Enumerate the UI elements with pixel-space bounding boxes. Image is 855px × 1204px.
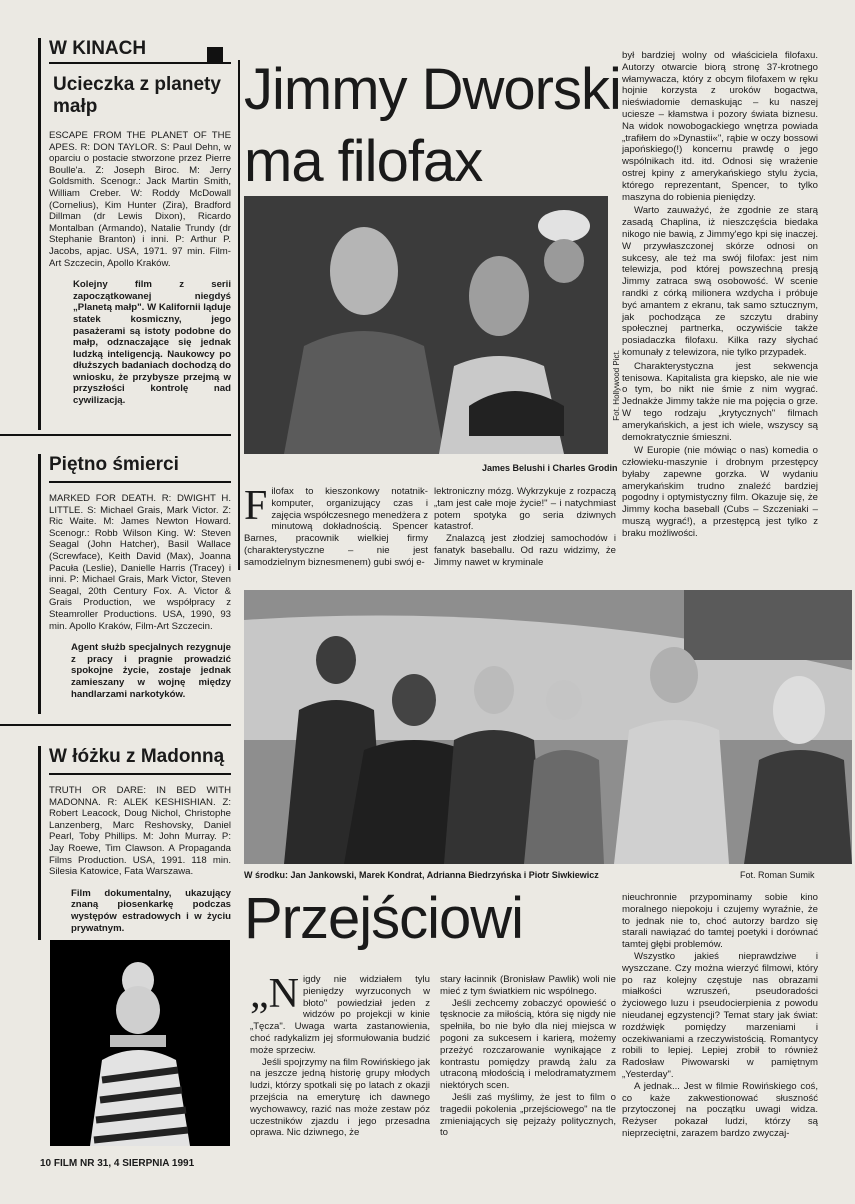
article2-photo-caption: W środku: Jan Jankowski, Marek Kondrat, Adrianna Biedrzyńska i Piotr Siwkiewicz <box>244 870 599 880</box>
film2-title: Piętno śmierci <box>49 454 231 483</box>
article1-photo-caption: James Belushi i Charles Grodin <box>482 463 618 473</box>
film2-blurb: Agent służb specjalnych rezygnuje z pracy i pragnie prowadzić spokojne życie, zostaje jednak zamieszany w wojnę między handlarzami narkotyków. <box>71 642 231 700</box>
article2-col1 <box>250 971 430 1139</box>
film1-blurb: Kolejny film z serii zapoczątkowanej niegdyś „Planetą małp". W Kalifornii ląduje statek kosmiczny, jego pasażerami są istoty podobne do małp, odznaczające się jednak ludzką inteligencją. Naukowcy po dłuższych badaniach dochodzą do wniosku, że przybysze przejmą w przyszłości kontrolę nad cywilizacją. <box>73 279 231 407</box>
article1-title-line2: ma filofax <box>244 129 483 194</box>
film1-box <box>38 38 231 430</box>
film3-credits: TRUTH OR DARE: IN BED WITH MADONNA. R: ALEK KESHISHIAN. Z: Robert Leacock, Doug Nichol, Christophe Lanzenberg, Marc Reshovsky, Daniel Pearl, Toby Phillips. M: John Murray. P: Jay Roewe, Tim Clawson. A Propaganda Films Production. USA, 1991. 118 min. Silesia Katowice, Fata Warszawa. <box>49 785 231 878</box>
article1-title <box>244 54 621 198</box>
film3-blurb: Film dokumentalny, ukazujący znaną piosenkarkę podczas występów estradowych i w życiu prywatnym. <box>71 887 231 934</box>
article2-photo-credit: Fot. Roman Sumik <box>740 870 815 880</box>
article2-col2-p1: stary łacinnik (Bronisław Pawlik) woli nie mieć z tym światkiem nic wspólnego. <box>440 974 616 997</box>
article1-title-line1: Jimmy Dworski <box>244 57 621 122</box>
article2-col3-p3: A jednak... Jest w filmie Rowińskiego coś, co każe zakwestionować słuszność przytoczonej na początku uwagi widza. Reżyser pokazał ludzi, którzy są nieprzeciętni, zarazem bardzo zwyczaj- <box>622 1080 818 1139</box>
article1-col2-p2: Znalazcą jest złodziej samochodów i fanatyk baseballu. Od razu widzimy, że Jimmy nawet w kryminale <box>434 533 616 568</box>
film1-title: Ucieczka z planety małp <box>53 74 221 117</box>
article2-col2 <box>440 974 616 1139</box>
article1-col-right-p2: Warto zauważyć, że zgodnie ze starą zasadą Chaplina, iż nieszczęścia biedaka nikogo nie bawią, z Jimmy'ego kpi się inaczej. W przywłaszczonej skórze odnosi on sukcesy, ale też ma swój filofax: jest nim telewizja, pod której powszechną presją Jimmy zatraca swą osobowość. W scenie randki z córką milionera wzdycha i próbuje być amantem z ekranu, tak samo sztucznym, jak pochodząca ze szczytu drabiny społecznej partnerka, oczywiście także posiadaczka filofaxu. Kilka razy słychać komunały z telewizora, nie tylko przypadek. <box>622 205 818 358</box>
article1-photo-credit: Fot. Hollywood Pict. <box>612 350 621 421</box>
film2-box <box>38 454 231 714</box>
article1-col2 <box>434 486 616 569</box>
article2-photo <box>244 590 852 864</box>
page-footer: 10 FILM NR 31, 4 SIERPNIA 1991 <box>40 1158 195 1169</box>
article2-dropcap: „N <box>250 971 299 1017</box>
left-column <box>38 38 231 430</box>
article1-col2-p1: lektroniczny mózg. Wykrzykuje z rozpaczą „tam jest całe moje życie!" – i natychmiast potem spotyka go seria dziwnych katastrof. <box>434 486 616 533</box>
left-column-3 <box>38 744 231 940</box>
article2-col1-p2: Jeśli spojrzymy na film Rowińskiego jak na jeszcze jedną historię grupy młodych ludzi, którzy spotkali się po latach z okazji przejścia na emeryturę ich dawnego wychowawcy, razić nas może zestaw póz uczestników zjazdu i jego przesadna oprawa. Nic dziwnego, że <box>250 1056 430 1139</box>
article1-col-right-p1: był bardziej wolny od właściciela filofaxu. Autorzy otwarcie biorą stronę 37-krotnego włamywacza, który z obcym filofaxem w ręku hojnie korzysta z uroków bogactwa, nieświadomie demaskując – ku naszej uciesze – kłamstwa i pozory świata biznesu. Na widok nowobogackiego wnętrza powiada „trafiłem do »Dynastii«", rąbie w oczy bossowi japońskiego(!) koncernu prawdę o jego wspólnikach itd. itd. Odnosi się wrażenie ostrej kpiny z amerykańskiego stylu życia, którego reprezentant, Spencer, to tylko maszyna do robienia pieniędzy. <box>622 50 818 203</box>
divider-2 <box>0 724 231 726</box>
film3-title: W łóżku z Madonną <box>49 746 231 775</box>
divider-1 <box>0 434 231 436</box>
film1-credits: ESCAPE FROM THE PLANET OF THE APES. R: DON TAYLOR. S: Paul Dehn, w oparciu o postacie stworzone przez Pierre Boulle'a. Z: Joseph Biroc. M: Jerry Goldsmith. Scenogr.: Jack Martin Smith, William Creber. W: Roddy McDowall (Cornelius), Kim Hunter (Zira), Bradford Dillman (dr Lewis Dixon), Ricardo Montalban (Armando), Natalie Trundy (dr Stephanie Branton) i inni. P: Arthur P. Jacobs, apjac. USA, 1971. 97 min. Film-Art Szczecin, Apollo Kraków. <box>49 130 231 269</box>
section-kicker: W KINACH <box>49 38 231 64</box>
article-rule <box>238 60 240 570</box>
article1-photo <box>244 196 608 454</box>
film3-box <box>38 746 231 940</box>
article1-dropcap: F <box>244 483 268 529</box>
article2-col2-p3: Jeśli zaś myślimy, że jest to film o tragedii pokolenia „przejściowego" na tle zmieniających się pejzaży politycznych, to <box>440 1091 616 1139</box>
article2-title: Przejściowi <box>244 886 524 951</box>
article1-col1 <box>244 483 428 569</box>
article1-col-right <box>622 50 818 540</box>
article2-col2-p2: Jeśli zechcemy zobaczyć opowieść o tęsknocie za miłością, która się nigdy nie spełniła, bo nie było dla niej miejsca w pogoni za sukcesem i karierą, możemy przeżyć rozczarowanie wynikające z kontrastu pomiędzy prawdą żalu za utraconą młodością i melodramatyzmem niektórych scen. <box>440 997 616 1092</box>
left-column-2 <box>38 452 231 714</box>
article1-col-right-p3: Charakterystyczna jest sekwencja tenisowa. Kapitalista gra kiepsko, ale nie wie o tym, bo nikt nie śmie z nim wygrać. Jednakże Jimmy także nie ma pojęcia o grze. W tego rodzaju „krytycznych" filmach amerykańskich, a jest ich wiele, wszyscy są demokratycznie śmieszni. <box>622 360 818 443</box>
article2-col3 <box>622 892 818 1140</box>
article2-col1-text: igdy nie widziałem tylu pieniędzy wyrzuconych w błoto" powiedział jeden z widzów po projekcji w kinie „Tęcza". Uwaga warta zastanowienia, choć radykalizm jej sformułowania budzić może sprzeciw. <box>250 974 430 1056</box>
article2-col3-p1: nieuchronnie przypominamy sobie kino moralnego niepokoju i czujemy wyraźnie, że to jednak nie to, choć autorzy bardzo się starali nawiązać do tamtej poetyki i dorównać tamtej głębi problemów. <box>622 892 818 951</box>
article2-col1-p1 <box>250 971 430 1057</box>
madonna-photo <box>50 940 230 1146</box>
article2-col3-p2: Wszystko jakieś nieprawdziwe i wyszczane. Czy można wierzyć filmowi, który po raz kolejny częstuje nas obrazami miałkości wzruszeń, pseudoradości życiowego luzu i pseudocierpienia z powodu nieudanej egzystencji? Temat stary jak świat: rozdźwięk pomiędzy marzeniami i oczekiwaniami a rzeczywistością. Romantycy robili to lepiej. Lepiej zrobił to również Radosław Piwowarski w pamiętnym „Yesterday". <box>622 950 818 1080</box>
article1-col-right-p4: W Europie (nie mówiąc o nas) komedia o człowieku-maszynie i drobnym przestępcy byłaby zapewne gorzka. W wydaniu amerykańskim trudno znaleźć bardziej pogodny i optymistyczny film. Okazuje się, że Jimmy kocha baseball (Cubs – Szczeniaki – muszą wygrać!), a przestępcą jest tylko z braku możliwości. <box>622 445 818 539</box>
article1-col1-text: ilofax to kieszonkowy notatnik-komputer, organizujący czas i zajęcia współczesnego menedżera z minutową dokładnością. Spencer Barnes, pracownik wielkiej firmy (charakterystyczne – nie jest samodzielnym biznesmenem) gubi swój e- <box>244 486 428 568</box>
film2-credits: MARKED FOR DEATH. R: DWIGHT H. LITTLE. S: Michael Grais, Mark Victor. Z: Ric Waite. M: James Newton Howard. Scenogr.: Robb Wilson King. W: Steven Seagal (John Hatcher), Basil Wallace (Screwface), Keith David (Max), Joanna Pacuła (Leslie), Danielle Harris (Tracey) i inni. P: Michael Grais, Mark Victor, Steven Seagal, 20th Century Fox. A. Victor & Grais Production, we współpracy z Steamroller Productions. USA, 1990, 93 min. Apollo Kraków, Film-Art Szczecin. <box>49 493 231 632</box>
